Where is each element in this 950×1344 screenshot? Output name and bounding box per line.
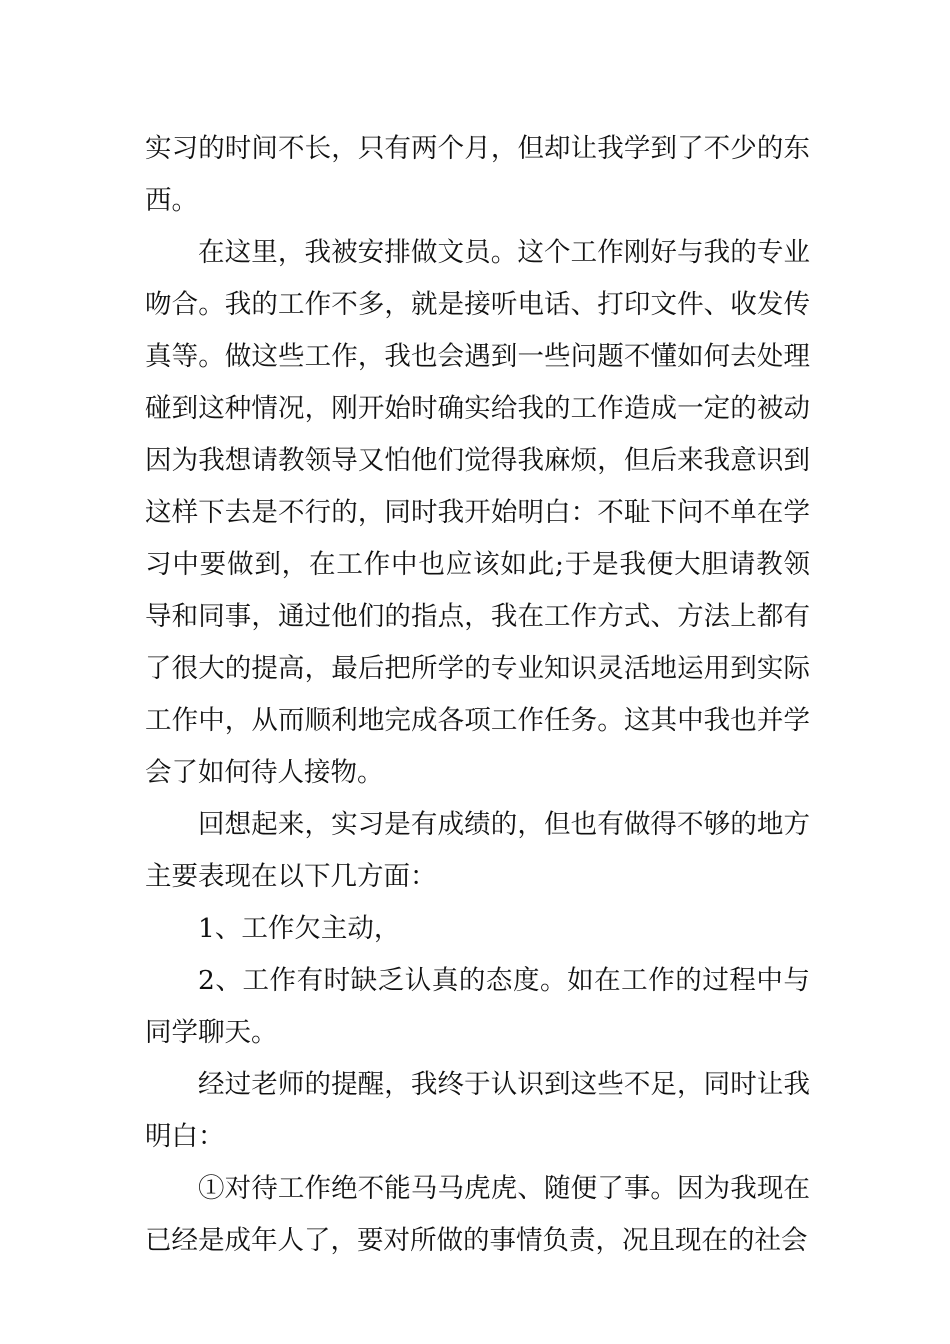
paragraph-1: 实习的时间不长，只有两个月，但却让我学到了不少的东西。 <box>145 133 810 216</box>
paragraph-4: 1、工作欠主动， <box>198 913 401 944</box>
paragraph-5: 2、工作有时缺乏认真的态度。如在工作的过程中与同学聊天。 <box>145 965 810 1048</box>
paragraph-2: 在这里，我被安排做文员。这个工作刚好与我的专业吻合。我的工作不多，就是接听电话、打印文件、收发传真等。做这些工作，我也会遇到一些问题不懂如何去处理碰到这种情况，刚开始时确实给我的工作造成一定的被动因为我想请教领导又怕他们觉得我麻烦，但后来我意识到这样下去是不行的，同时我开始明白：不耻下问不单在学习中要做到，在工作中也应该如此;于是我便大胆请教领导和同事，通过他们的指点，我在工作方式、方法上都有了很大的提高，最后把所学的专业知识灵活地运用到实际工作中，从而顺利地完成各项工作任务。这其中我也并学会了如何待人接物。 <box>145 237 810 788</box>
document-body <box>145 123 810 1267</box>
paragraph-6: 经过老师的提醒，我终于认识到这些不足，同时让我明白： <box>145 1069 810 1152</box>
paragraph-7: ①对待工作绝不能马马虎虎、随便了事。因为我现在已经是成年人了，要对所做的事情负责，况且现在的社会 <box>145 1173 810 1256</box>
paragraph-3: 回想起来，实习是有成绩的，但也有做得不够的地方主要表现在以下几方面： <box>145 809 810 892</box>
